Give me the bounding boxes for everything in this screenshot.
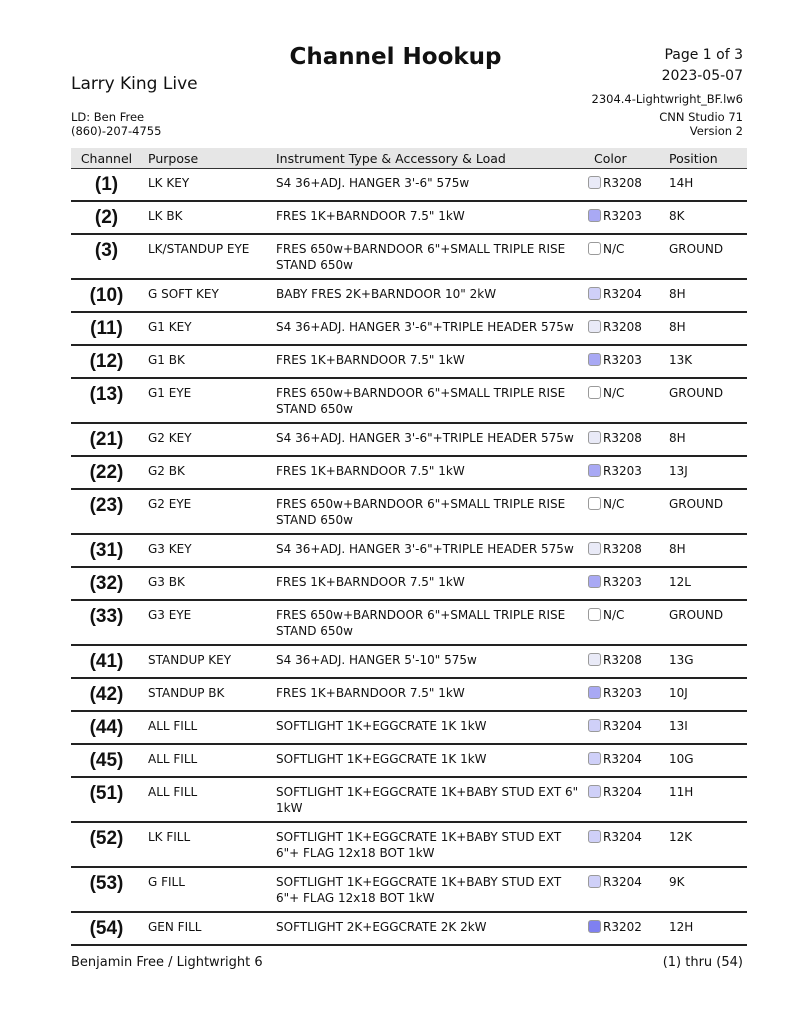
position-cell: 8K xyxy=(663,201,747,234)
page-title: Channel Hookup xyxy=(289,44,502,70)
channel-number: (12) xyxy=(71,345,142,378)
instrument-cell: FRES 650w+BARNDOOR 6"+SMALL TRIPLE RISE STAND 650w xyxy=(270,234,588,279)
position-cell: 8H xyxy=(663,279,747,312)
channel-number: (31) xyxy=(71,534,142,567)
instrument-cell: SOFTLIGHT 1K+EGGCRATE 1K+BABY STUD EXT 6"+ FLAG 12x18 BOT 1kW xyxy=(270,822,588,867)
instrument-cell: S4 36+ADJ. HANGER 3'-6"+TRIPLE HEADER 575w xyxy=(270,534,588,567)
color-cell xyxy=(588,645,663,678)
channel-number: (41) xyxy=(71,645,142,678)
purpose-cell: GEN FILL xyxy=(142,912,270,945)
instrument-cell: FRES 1K+BARNDOOR 7.5" 1kW xyxy=(270,567,588,600)
table-row xyxy=(71,169,747,202)
instrument-cell: S4 36+ADJ. HANGER 3'-6"+TRIPLE HEADER 575w xyxy=(270,312,588,345)
channel-number: (3) xyxy=(71,234,142,279)
channel-number: (11) xyxy=(71,312,142,345)
purpose-cell: G3 KEY xyxy=(142,534,270,567)
channel-number: (45) xyxy=(71,744,142,777)
color-cell xyxy=(588,312,663,345)
color-swatch-icon xyxy=(588,242,601,255)
color-swatch-icon xyxy=(588,719,601,732)
position-cell: 13G xyxy=(663,645,747,678)
channel-number: (22) xyxy=(71,456,142,489)
color-swatch-icon xyxy=(588,176,601,189)
position-cell: GROUND xyxy=(663,489,747,534)
color-cell xyxy=(588,279,663,312)
color-cell xyxy=(588,345,663,378)
purpose-cell: G2 EYE xyxy=(142,489,270,534)
instrument-cell: S4 36+ADJ. HANGER 3'-6" 575w xyxy=(270,169,588,202)
color-cell xyxy=(588,777,663,822)
table-row xyxy=(71,423,747,456)
channel-number: (51) xyxy=(71,777,142,822)
purpose-cell: G3 BK xyxy=(142,567,270,600)
position-cell: 12K xyxy=(663,822,747,867)
color-label: R3204 xyxy=(603,830,642,844)
color-cell xyxy=(588,711,663,744)
color-swatch-icon xyxy=(588,287,601,300)
channel-number: (53) xyxy=(71,867,142,912)
footer-range: (1) thru (54) xyxy=(662,955,743,970)
color-cell xyxy=(588,378,663,423)
table-body xyxy=(71,169,747,946)
color-swatch-icon xyxy=(588,497,601,510)
position-cell: GROUND xyxy=(663,600,747,645)
column-header-channel: Channel xyxy=(71,148,142,169)
lighting-designer-name: LD: Ben Free xyxy=(71,110,145,124)
channel-number: (21) xyxy=(71,423,142,456)
color-swatch-icon xyxy=(588,431,601,444)
channel-number: (33) xyxy=(71,600,142,645)
color-cell xyxy=(588,567,663,600)
position-cell: 9K xyxy=(663,867,747,912)
color-swatch-icon xyxy=(588,353,601,366)
color-swatch-icon xyxy=(588,875,601,888)
color-label: R3203 xyxy=(603,353,642,367)
table-row xyxy=(71,711,747,744)
column-header-position: Position xyxy=(663,148,747,169)
color-cell xyxy=(588,201,663,234)
instrument-cell: FRES 1K+BARNDOOR 7.5" 1kW xyxy=(270,201,588,234)
color-label: N/C xyxy=(603,242,625,256)
color-cell xyxy=(588,912,663,945)
instrument-cell: SOFTLIGHT 2K+EGGCRATE 2K 2kW xyxy=(270,912,588,945)
purpose-cell: G1 BK xyxy=(142,345,270,378)
position-cell: 8H xyxy=(663,534,747,567)
column-header-color: Color xyxy=(588,148,663,169)
color-swatch-icon xyxy=(588,386,601,399)
instrument-cell: FRES 650w+BARNDOOR 6"+SMALL TRIPLE RISE STAND 650w xyxy=(270,378,588,423)
purpose-cell: G FILL xyxy=(142,867,270,912)
position-cell: 8H xyxy=(663,423,747,456)
table-row xyxy=(71,345,747,378)
channel-number: (13) xyxy=(71,378,142,423)
table-row xyxy=(71,645,747,678)
color-label: R3208 xyxy=(603,653,642,667)
instrument-cell: SOFTLIGHT 1K+EGGCRATE 1K+BABY STUD EXT 6"+ FLAG 12x18 BOT 1kW xyxy=(270,867,588,912)
color-label: R3208 xyxy=(603,320,642,334)
purpose-cell: LK/STANDUP EYE xyxy=(142,234,270,279)
table-row xyxy=(71,777,747,822)
purpose-cell: STANDUP KEY xyxy=(142,645,270,678)
purpose-cell: ALL FILL xyxy=(142,711,270,744)
instrument-cell: BABY FRES 2K+BARNDOOR 10" 2kW xyxy=(270,279,588,312)
instrument-cell: SOFTLIGHT 1K+EGGCRATE 1K 1kW xyxy=(270,744,588,777)
position-cell: GROUND xyxy=(663,378,747,423)
position-cell: 13J xyxy=(663,456,747,489)
table-row xyxy=(71,744,747,777)
venue-name: CNN Studio 71 xyxy=(659,110,743,124)
color-label: R3203 xyxy=(603,575,642,589)
purpose-cell: ALL FILL xyxy=(142,777,270,822)
lighting-designer-phone: (860)-207-4755 xyxy=(71,124,162,138)
color-swatch-icon xyxy=(588,752,601,765)
position-cell: 10J xyxy=(663,678,747,711)
color-cell xyxy=(588,169,663,202)
venue-info xyxy=(659,110,743,138)
purpose-cell: G3 EYE xyxy=(142,600,270,645)
table-row xyxy=(71,279,747,312)
color-cell xyxy=(588,423,663,456)
position-cell: 14H xyxy=(663,169,747,202)
position-cell: 12H xyxy=(663,912,747,945)
color-swatch-icon xyxy=(588,575,601,588)
table-row xyxy=(71,201,747,234)
color-label: R3208 xyxy=(603,431,642,445)
channel-number: (52) xyxy=(71,822,142,867)
color-label: R3204 xyxy=(603,287,642,301)
table-row xyxy=(71,534,747,567)
color-label: N/C xyxy=(603,497,625,511)
color-swatch-icon xyxy=(588,830,601,843)
channel-number: (2) xyxy=(71,201,142,234)
color-cell xyxy=(588,822,663,867)
color-swatch-icon xyxy=(588,608,601,621)
table-row xyxy=(71,234,747,279)
instrument-cell: FRES 650w+BARNDOOR 6"+SMALL TRIPLE RISE STAND 650w xyxy=(270,489,588,534)
color-swatch-icon xyxy=(588,464,601,477)
table-row xyxy=(71,678,747,711)
color-label: R3203 xyxy=(603,686,642,700)
color-swatch-icon xyxy=(588,209,601,222)
position-cell: 12L xyxy=(663,567,747,600)
channel-number: (23) xyxy=(71,489,142,534)
channel-number: (54) xyxy=(71,912,142,945)
page-number: Page 1 of 3 xyxy=(664,47,743,63)
channel-hookup-table xyxy=(71,148,747,946)
color-label: R3204 xyxy=(603,719,642,733)
position-cell: 10G xyxy=(663,744,747,777)
color-label: N/C xyxy=(603,608,625,622)
file-name: 2304.4-Lightwright_BF.lw6 xyxy=(591,92,743,106)
color-cell xyxy=(588,867,663,912)
table-row xyxy=(71,867,747,912)
show-name: Larry King Live xyxy=(71,74,198,94)
color-label: R3208 xyxy=(603,542,642,556)
channel-number: (42) xyxy=(71,678,142,711)
color-swatch-icon xyxy=(588,542,601,555)
column-header-purpose: Purpose xyxy=(142,148,270,169)
instrument-cell: FRES 1K+BARNDOOR 7.5" 1kW xyxy=(270,678,588,711)
purpose-cell: G1 KEY xyxy=(142,312,270,345)
table-row xyxy=(71,822,747,867)
color-swatch-icon xyxy=(588,686,601,699)
table-row xyxy=(71,312,747,345)
instrument-cell: SOFTLIGHT 1K+EGGCRATE 1K 1kW xyxy=(270,711,588,744)
color-cell xyxy=(588,489,663,534)
color-label: R3202 xyxy=(603,920,642,934)
instrument-cell: FRES 650w+BARNDOOR 6"+SMALL TRIPLE RISE STAND 650w xyxy=(270,600,588,645)
instrument-cell: SOFTLIGHT 1K+EGGCRATE 1K+BABY STUD EXT 6" 1kW xyxy=(270,777,588,822)
column-header-instrument: Instrument Type & Accessory & Load xyxy=(270,148,588,169)
color-swatch-icon xyxy=(588,320,601,333)
version-label: Version 2 xyxy=(689,124,743,138)
color-label: R3204 xyxy=(603,785,642,799)
purpose-cell: G2 KEY xyxy=(142,423,270,456)
color-label: R3204 xyxy=(603,875,642,889)
position-cell: 8H xyxy=(663,312,747,345)
color-label: R3208 xyxy=(603,176,642,190)
color-cell xyxy=(588,234,663,279)
color-label: R3204 xyxy=(603,752,642,766)
table-row xyxy=(71,456,747,489)
color-cell xyxy=(588,678,663,711)
purpose-cell: LK KEY xyxy=(142,169,270,202)
channel-number: (1) xyxy=(71,169,142,202)
footer-author: Benjamin Free / Lightwright 6 xyxy=(71,955,263,970)
instrument-cell: FRES 1K+BARNDOOR 7.5" 1kW xyxy=(270,456,588,489)
color-label: R3203 xyxy=(603,464,642,478)
channel-number: (44) xyxy=(71,711,142,744)
color-cell xyxy=(588,744,663,777)
color-label: R3203 xyxy=(603,209,642,223)
instrument-cell: S4 36+ADJ. HANGER 5'-10" 575w xyxy=(270,645,588,678)
table-row xyxy=(71,567,747,600)
purpose-cell: LK FILL xyxy=(142,822,270,867)
color-cell xyxy=(588,456,663,489)
color-swatch-icon xyxy=(588,785,601,798)
color-cell xyxy=(588,600,663,645)
purpose-cell: STANDUP BK xyxy=(142,678,270,711)
purpose-cell: LK BK xyxy=(142,201,270,234)
table-header-row xyxy=(71,148,747,169)
table-row xyxy=(71,600,747,645)
table-row xyxy=(71,912,747,945)
table-row xyxy=(71,378,747,423)
color-cell xyxy=(588,534,663,567)
purpose-cell: G1 EYE xyxy=(142,378,270,423)
position-cell: 11H xyxy=(663,777,747,822)
position-cell: 13K xyxy=(663,345,747,378)
lighting-designer-info xyxy=(71,110,161,138)
instrument-cell: S4 36+ADJ. HANGER 3'-6"+TRIPLE HEADER 575w xyxy=(270,423,588,456)
purpose-cell: G2 BK xyxy=(142,456,270,489)
position-cell: 13I xyxy=(663,711,747,744)
color-swatch-icon xyxy=(588,653,601,666)
channel-number: (32) xyxy=(71,567,142,600)
document-date: 2023-05-07 xyxy=(661,68,743,84)
position-cell: GROUND xyxy=(663,234,747,279)
channel-number: (10) xyxy=(71,279,142,312)
color-label: N/C xyxy=(603,386,625,400)
table-row xyxy=(71,489,747,534)
purpose-cell: ALL FILL xyxy=(142,744,270,777)
purpose-cell: G SOFT KEY xyxy=(142,279,270,312)
color-swatch-icon xyxy=(588,920,601,933)
instrument-cell: FRES 1K+BARNDOOR 7.5" 1kW xyxy=(270,345,588,378)
